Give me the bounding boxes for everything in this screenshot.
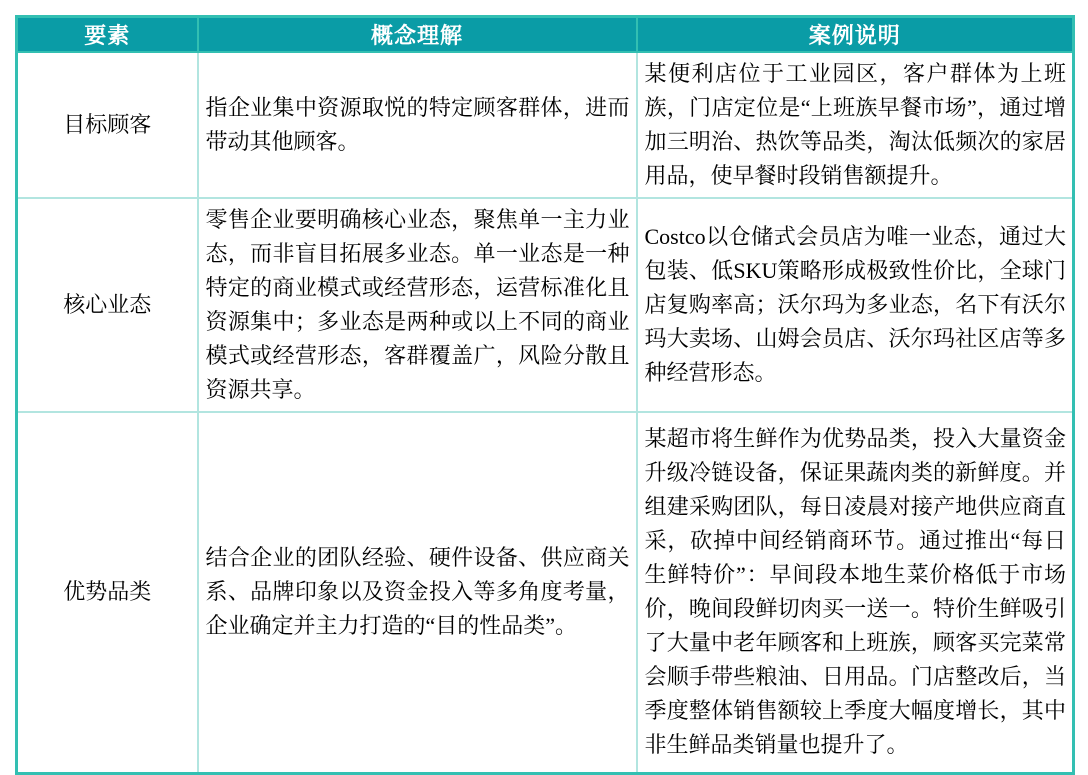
row1-element-cell: 目标顾客 <box>17 52 198 198</box>
retail-elements-table <box>15 15 1072 775</box>
row2-element-cell: 核心业态 <box>17 198 198 412</box>
row2-concept-cell: 零售企业要明确核心业态，聚焦单一主力业态，而非盲目拓展多业态。单一业态是一种特定的商业模式或经营形态，运营标准化且资源集中；多业态是两种或以上不同的商业模式或经营形态，客群覆盖广，风险分散且资源共享。 <box>198 198 637 412</box>
row2-case-cell: Costco以仓储式会员店为唯一业态，通过大包装、低SKU策略形成极致性价比，全球门店复购率高；沃尔玛为多业态，名下有沃尔玛大卖场、山姆会员店、沃尔玛社区店等多种经营形态。 <box>637 198 1074 412</box>
row3-concept-cell: 结合企业的团队经验、硬件设备、供应商关系、品牌印象以及资金投入等多角度考量，企业确定并主力打造的“目的性品类”。 <box>198 412 637 774</box>
row1-concept-cell: 指企业集中资源取悦的特定顾客群体，进而带动其他顾客。 <box>198 52 637 198</box>
row3-case-cell: 某超市将生鲜作为优势品类，投入大量资金升级冷链设备，保证果蔬肉类的新鲜度。并组建采购团队，每日凌晨对接产地供应商直采，砍掉中间经销商环节。通过推出“每日生鲜特价”：早间段本地生菜价格低于市场价，晚间段鲜切肉买一送一。特价生鲜吸引了大量中老年顾客和上班族，顾客买完菜常会顺手带些粮油、日用品。门店整改后，当季度整体销售额较上季度大幅度增长，其中非生鲜品类销量也提升了。 <box>637 412 1074 774</box>
table <box>15 15 1075 775</box>
table-row <box>17 52 1074 198</box>
header-cell-element: 要素 <box>17 17 198 52</box>
table-row <box>17 412 1074 774</box>
table-row <box>17 198 1074 412</box>
header-cell-concept: 概念理解 <box>198 17 637 52</box>
table-header-row <box>17 17 1074 52</box>
header-cell-case: 案例说明 <box>637 17 1074 52</box>
row3-element-cell: 优势品类 <box>17 412 198 774</box>
row1-case-cell: 某便利店位于工业园区，客户群体为上班族，门店定位是“上班族早餐市场”，通过增加三明治、热饮等品类，淘汰低频次的家居用品，使早餐时段销售额提升。 <box>637 52 1074 198</box>
